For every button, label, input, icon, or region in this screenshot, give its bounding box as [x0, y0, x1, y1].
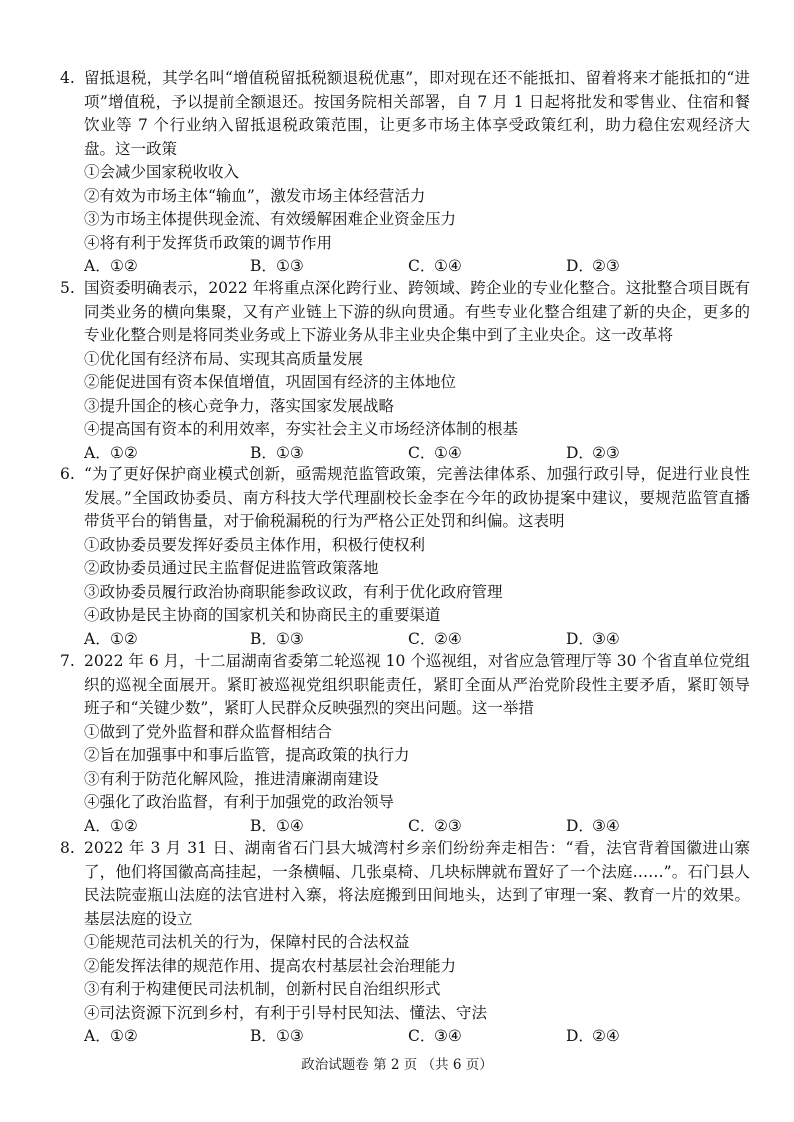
option-b[interactable] — [250, 628, 304, 652]
option-letter: C． — [408, 629, 436, 648]
answer-options — [84, 815, 750, 839]
question-stem: “为了更好保护商业模式创新，亟需规范监管政策，完善法律体系、加强行政引导，促进行业良性发展。”全国政协委员、南方科技大学代理副校长金李在今年的政协提案中建议，要规范监管直播带货平台的销售量，对于偷税漏税的行为严格公正处罚和纠偏。这表明 — [84, 465, 750, 530]
statement-4: ④政协是民主协商的国家机关和协商民主的重要渠道 — [84, 606, 441, 624]
option-letter: D． — [566, 816, 594, 835]
option-text: ③④ — [434, 1027, 462, 1045]
option-letter: B． — [250, 629, 277, 648]
question-5 — [60, 277, 750, 465]
option-c[interactable] — [408, 628, 462, 652]
question-number: 8. — [60, 839, 75, 857]
option-letter: C． — [408, 257, 436, 275]
option-text: ③④ — [592, 629, 620, 648]
option-c[interactable] — [408, 815, 462, 839]
page-footer: 政治试题卷 第 2 页 （共 6 页） — [301, 1057, 493, 1073]
option-a[interactable] — [84, 815, 138, 839]
question-stem: 国资委明确表示，2022 年将重点深化跨行业、跨领域、跨企业的专业化整合。这批整合项目既有同类业务的横向集聚，又有产业链上下游的纵向贯通。有些专业化整合组建了新的央企，更多的专业化整合则是将同类业务或上下游业务从非主业央企集中到了主业央企。这一改革将 — [84, 279, 750, 344]
statement-1: ①会减少国家税收收入 — [84, 163, 240, 181]
question-number: 7. — [60, 652, 75, 670]
answer-options — [84, 442, 750, 466]
option-text: ①③ — [276, 443, 304, 462]
statement-2: ②旨在加强事中和事后监管，提高政策的执行力 — [84, 746, 410, 764]
option-a[interactable] — [84, 628, 138, 652]
option-text: ①② — [110, 443, 138, 462]
option-text: ①③ — [276, 629, 304, 648]
option-letter: C． — [408, 816, 436, 835]
option-text: ①④ — [434, 443, 462, 462]
question-stem: 2022 年 3 月 31 日、湖南省石门县大城湾村乡亲们纷纷奔走相告：“看，法官背着国徽进山寨了，他们将国徽高高挂起，一条横幅、几张桌椅、几块标牌就布置好了一个法庭……”。石门县人民法院壶瓶山法庭的法官进村入寨，将法庭搬到田间地头，达到了审理一案、教育一片的效果。基层法庭的设立 — [84, 839, 750, 928]
option-text: ①③ — [276, 257, 304, 275]
statement-1: ①能规范司法机关的行为，保障村民的合法权益 — [84, 933, 410, 951]
statement-2: ②能发挥法律的规范作用、提高农村基层社会治理能力 — [84, 956, 457, 975]
question-4 — [60, 67, 750, 279]
option-letter: A． — [84, 1027, 111, 1045]
statement-1: ①政协委员要发挥好委员主体作用，积极行使权利 — [84, 535, 426, 554]
question-stem: 2022 年 6 月，十二届湖南省委第二轮巡视 10 个巡视组，对省应急管理厅等 30 个省直单位党组织的巡视全面展开。紧盯被巡视党组织职能责任，紧盯全面从严治党阶段性主要矛盾，紧盯领导班子和“关键少数”，紧盯人民群众反映强烈的突出问题。这一举措 — [84, 652, 750, 717]
answer-options — [84, 255, 750, 279]
option-letter: C． — [408, 1027, 436, 1045]
option-d[interactable] — [566, 1025, 620, 1049]
statement-4: ④强化了政治监督，有利于加强党的政治领导 — [84, 793, 395, 811]
option-letter: D． — [566, 629, 594, 648]
statement-2: ②政协委员通过民主监督促进监管政策落地 — [84, 559, 379, 577]
option-text: ②④ — [592, 1027, 620, 1045]
option-letter: D． — [566, 443, 594, 462]
option-letter: A． — [84, 816, 111, 835]
statement-3: ③政协委员履行政治协商职能参政议政，有利于优化政府管理 — [84, 582, 503, 601]
answer-options — [84, 628, 750, 652]
statement-3: ③提升国企的核心竞争力，落实国家发展战略 — [84, 396, 395, 415]
statement-3: ③为市场主体提供现金流、有效缓解困难企业资金压力 — [84, 210, 457, 228]
option-b[interactable] — [250, 1025, 304, 1049]
option-b[interactable] — [250, 255, 304, 279]
option-d[interactable] — [566, 628, 620, 652]
option-letter: B． — [250, 1027, 277, 1045]
option-a[interactable] — [84, 255, 138, 279]
statement-2: ②有效为市场主体“输血”，激发市场主体经营活力 — [84, 186, 426, 205]
option-c[interactable] — [408, 255, 462, 279]
option-letter: B． — [250, 816, 277, 835]
question-8 — [60, 837, 750, 1049]
question-number: 4. — [60, 69, 75, 87]
option-text: ①② — [110, 816, 138, 835]
statement-1: ①做到了党外监督和群众监督相结合 — [84, 722, 333, 741]
option-letter: D． — [566, 257, 594, 275]
question-stem: 留抵退税，其学名叫“增值税留抵税额退税优惠”，即对现在还不能抵扣、留着将来才能抵扣的“进项”增值税，予以提前全额退还。按国务院相关部署，自 7 月 1 日起将批发和零售业、住宿和餐饮业等 7 个行业纳入留抵退税政策范围，让更多市场主体享受政策红利，助力稳住宏观经济大盘。这一政策 — [84, 69, 750, 158]
question-number: 6. — [60, 465, 75, 483]
question-7 — [60, 650, 750, 838]
statement-4: ④提高国有资本的利用效率，夯实社会主义市场经济体制的根基 — [84, 420, 519, 438]
option-text: ①③ — [276, 1027, 304, 1045]
option-text: ②③ — [434, 816, 462, 835]
option-d[interactable] — [566, 442, 620, 466]
option-c[interactable] — [408, 442, 462, 466]
option-text: ①② — [110, 1027, 138, 1045]
option-text: ①② — [110, 629, 138, 648]
statement-4: ④司法资源下沉到乡村，有利于引导村民知法、懂法、守法 — [84, 1003, 488, 1022]
statement-2: ②能促进国有资本保值增值，巩固国有经济的主体地位 — [84, 373, 457, 391]
option-letter: A． — [84, 257, 111, 275]
option-letter: C． — [408, 443, 436, 462]
option-b[interactable] — [250, 815, 304, 839]
option-text: ①④ — [276, 816, 304, 835]
statement-3: ③有利于构建便民司法机制，创新村民自治组织形式 — [84, 980, 441, 998]
option-b[interactable] — [250, 442, 304, 466]
option-letter: B． — [250, 443, 277, 462]
option-d[interactable] — [566, 255, 620, 279]
option-letter: D． — [566, 1027, 594, 1045]
option-text: ②④ — [434, 629, 462, 648]
statement-4: ④将有利于发挥货币政策的调节作用 — [84, 233, 333, 252]
option-a[interactable] — [84, 442, 138, 466]
question-6 — [60, 463, 750, 651]
option-letter: B． — [250, 257, 277, 275]
answer-options — [84, 1025, 750, 1049]
statement-1: ①优化国有经济布局、实现其高质量发展 — [84, 349, 364, 368]
option-text: ②③ — [592, 257, 620, 275]
option-letter: A． — [84, 629, 111, 648]
option-a[interactable] — [84, 1025, 138, 1049]
option-text: ①② — [110, 257, 138, 275]
option-text: ①④ — [434, 257, 462, 275]
statement-3: ③有利于防范化解风险，推进清廉湖南建设 — [84, 769, 379, 788]
option-d[interactable] — [566, 815, 620, 839]
option-text: ②③ — [592, 443, 620, 462]
option-letter: A． — [84, 443, 111, 462]
option-text: ③④ — [592, 816, 620, 835]
question-number: 5. — [60, 279, 75, 297]
option-c[interactable] — [408, 1025, 462, 1049]
